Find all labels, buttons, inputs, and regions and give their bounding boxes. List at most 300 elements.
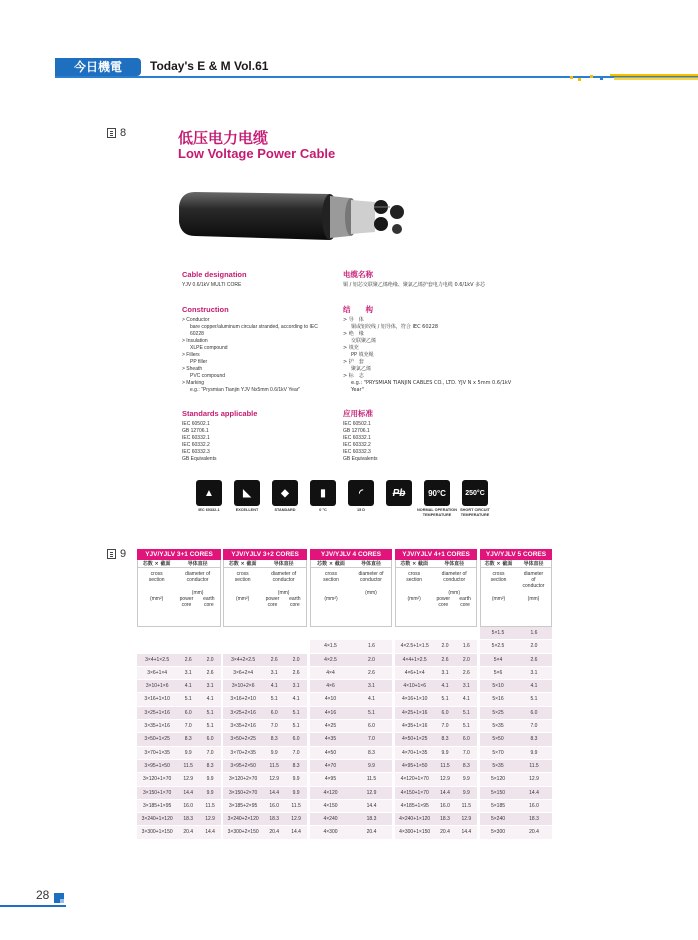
cell-section: 3×300+2×150 (227, 829, 259, 836)
cell-diameter-earth: 14.4 (291, 829, 301, 836)
cell-section: 4×16 (324, 709, 337, 716)
cell-diameter-earth: 12.9 (461, 816, 472, 823)
table-row (137, 680, 221, 693)
cell-diameter-power: 4.1 (184, 683, 192, 690)
table-row (480, 760, 552, 773)
cell-section: 5×300 (490, 829, 506, 836)
cell-diameter-power: 2.6 (270, 656, 278, 663)
table-header (223, 560, 307, 627)
cell-section: 3×25+2×16 (230, 709, 256, 716)
cell-diameter-earth: 3.1 (292, 683, 300, 690)
table-row (310, 733, 392, 746)
cell-section: 4×25+1×16 (401, 709, 428, 716)
header-cell: (mm) (527, 596, 540, 602)
cell-diameter-power: 18.3 (183, 816, 194, 823)
table-row (480, 693, 552, 706)
construction-line-cn: e.g.: "PRYSMIAN TIANJIN CABLES CO., LTD. YJV N x 5mm 0.6/1kV Year" (351, 380, 512, 393)
cell-diameter-power: 2.6 (530, 656, 538, 663)
cell-diameter-power: 3.1 (530, 669, 538, 676)
standard-item-cn: IEC 60332.3 (343, 449, 371, 455)
table-row (480, 800, 552, 813)
table-row (395, 747, 477, 760)
header-col-diameter (175, 560, 220, 609)
table-row (137, 693, 221, 706)
mechanical-impact-icon: ◆ STANDARD (271, 480, 299, 513)
construction-line-cn: PP 填充绳 (351, 352, 374, 358)
header-cell: 导体直径 (175, 561, 220, 568)
cell-diameter-power: 9.9 (270, 749, 278, 756)
cell-section: 4×6 (326, 683, 335, 690)
cell-diameter-earth: 5.1 (462, 709, 470, 716)
header-decoration (570, 72, 698, 82)
cell-section: 5×120 (490, 776, 506, 783)
designation-heading-cn: 电缆名称 (343, 270, 373, 279)
cell-section: 4×95 (324, 776, 337, 783)
header-col-diameter (351, 560, 391, 603)
cell-diameter-power: 3.1 (368, 683, 375, 690)
table-row (395, 813, 477, 826)
cell-diameter-earth: 9.9 (206, 776, 214, 783)
cell-diameter-earth: 8.3 (292, 762, 300, 769)
table-row (480, 667, 552, 680)
cell-diameter-power: 12.9 (183, 776, 194, 783)
table-caption: YJV/YJLV 4 CORES (310, 549, 392, 560)
cell-diameter-earth: 9.9 (462, 789, 470, 796)
cell-diameter-power: 9.9 (530, 749, 538, 756)
construction-line-cn: 聚氯乙烯 (351, 366, 372, 372)
table-row (137, 667, 221, 680)
size-table (137, 549, 221, 840)
cell-diameter-power: 3.1 (441, 669, 449, 676)
cell-diameter-power: 11.5 (366, 776, 377, 783)
cell-section: 3×6+1×4 (147, 669, 168, 676)
cell-section: 3×95+1×50 (144, 762, 170, 769)
table-row (480, 680, 552, 693)
table-row (310, 773, 392, 786)
cell-diameter-power: 12.9 (269, 776, 280, 783)
table-row (223, 733, 307, 746)
header-cell: cross section (490, 571, 507, 583)
table-caption: YJV/YJLV 4+1 CORES (395, 549, 477, 560)
standards-en (182, 409, 302, 463)
header-cell: power core (179, 596, 194, 608)
table-row (223, 760, 307, 773)
cell-diameter-power: 8.3 (530, 736, 538, 743)
table-row (310, 720, 392, 733)
size-table (310, 549, 392, 840)
header-col-diameter (432, 560, 476, 609)
cell-diameter-earth: 8.3 (206, 762, 214, 769)
table-row (137, 773, 221, 786)
cell-diameter-power: 7.0 (368, 736, 375, 743)
cell-diameter-power: 8.3 (368, 749, 375, 756)
cell-diameter-earth: 9.9 (292, 789, 300, 796)
cell-diameter-power: 20.4 (440, 829, 450, 836)
standard-item: IEC 60332.3 (182, 449, 210, 455)
cell-diameter-earth: 4.1 (462, 696, 470, 703)
header-cell: (mm) (448, 590, 461, 596)
cell-diameter-power: 18.3 (269, 816, 280, 823)
cell-section: 4×120 (323, 789, 338, 796)
table-caption: YJV/YJLV 3+2 CORES (223, 549, 307, 560)
cell-diameter-earth: 14.4 (205, 829, 215, 836)
cell-diameter-power: 20.4 (366, 829, 377, 836)
short-circuit-temperature-icon: 250°C SHORT CIRCUIT TEMPERATURE (461, 480, 489, 518)
cell-section: 5×240 (490, 816, 506, 823)
construction-line: > Conductor (182, 317, 210, 323)
standard-item-cn: GB Equivalents (343, 456, 378, 462)
cell-diameter-power: 2.6 (368, 669, 375, 676)
table-row (395, 733, 477, 746)
table-body (480, 627, 552, 840)
table-row (223, 813, 307, 826)
cell-diameter-power: 3.1 (270, 669, 278, 676)
cell-section: 3×240+2×120 (227, 816, 259, 823)
table-row (223, 787, 307, 800)
cell-section: 4×300 (323, 829, 338, 836)
cell-section: 3×4+2×2.5 (231, 656, 256, 663)
cell-section: 3×70+2×35 (230, 749, 256, 756)
operation-temperature-icon: 90°C NORMAL OPERATION TEMPERATURE (423, 480, 451, 518)
header-cell: 芯数 × 截面 (396, 561, 432, 568)
table-header (310, 560, 392, 627)
table-row (480, 707, 552, 720)
cell-section: 4×10+1×6 (403, 683, 427, 690)
cell-diameter-power: 18.3 (440, 816, 450, 823)
cell-diameter-power: 16.0 (529, 802, 539, 809)
header-cell: diameter of conductor (358, 571, 384, 583)
standards-cn (343, 409, 463, 463)
cell-diameter-power: 12.9 (366, 789, 377, 796)
cell-section: 4×2.5+1×1.5 (400, 643, 429, 650)
header-col-section (311, 560, 351, 603)
table-row (395, 707, 477, 720)
cell-diameter-earth: 5.1 (292, 709, 300, 716)
cell-diameter-power: 2.6 (184, 656, 192, 663)
header-cell: (mm) (191, 590, 204, 596)
table-row (223, 654, 307, 667)
table-row (395, 693, 477, 706)
cell-section: 3×4+1×2.5 (145, 656, 170, 663)
construction-line-cn: 交联聚乙烯 (351, 338, 377, 344)
cell-section: 3×50+1×25 (144, 736, 170, 743)
cell-section: 4×4+1×2.5 (402, 656, 427, 663)
construction-line: > Sheath (182, 366, 203, 372)
designation-en (182, 270, 322, 289)
header-cell: 芯数 × 截面 (311, 561, 351, 568)
table-row (223, 773, 307, 786)
cell-diameter-power: 2.0 (441, 643, 449, 650)
cell-diameter-power: 20.4 (183, 829, 194, 836)
designation-heading: Cable designation (182, 270, 247, 279)
standard-item: IEC 60502.1 (182, 421, 210, 427)
table-row (480, 813, 552, 826)
cell-diameter-earth: 6.0 (292, 736, 300, 743)
page-number: 28 (36, 888, 50, 902)
standard-item-cn: IEC 60332.2 (343, 442, 371, 448)
product-title-en: Low Voltage Power Cable (178, 146, 336, 161)
cell-section: 3×150+1×70 (143, 789, 172, 796)
cell-diameter-power: 14.4 (529, 789, 539, 796)
header-cell: 导体直径 (261, 561, 306, 568)
table-row (223, 826, 307, 839)
cell-section: 4×150 (323, 802, 338, 809)
header-col-section (481, 560, 516, 603)
cell-diameter-power: 20.4 (529, 829, 539, 836)
cell-section: 3×95+2×50 (230, 762, 256, 769)
cell-section: 5×35 (492, 762, 504, 769)
cell-diameter-earth: 2.0 (206, 656, 214, 663)
construction-line: e.g.: "Prysmian Tianjin YJV Nx5mm 0.6/1kV Year" (190, 387, 301, 393)
header-cell: diameter of conductor (522, 571, 545, 589)
cell-section: 3×10+1×6 (145, 683, 169, 690)
cell-diameter-earth: 5.1 (206, 723, 214, 730)
standard-item: GB Equivalents (182, 456, 217, 462)
cell-diameter-earth: 7.0 (292, 749, 300, 756)
header-cell: diameter of conductor (185, 571, 211, 583)
cell-section: 4×120+1×70 (400, 776, 429, 783)
table-row (137, 787, 221, 800)
standard-item: IEC 60332.1 (182, 435, 210, 441)
cell-section: 4×35+1×16 (401, 723, 428, 730)
cell-diameter-earth: 9.9 (206, 789, 214, 796)
header-cell: (mm) (365, 590, 377, 596)
cell-diameter-earth: 3.1 (462, 683, 470, 690)
table-row (395, 800, 477, 813)
cell-diameter-power: 20.4 (269, 829, 280, 836)
cell-diameter-power: 9.9 (368, 762, 375, 769)
construction-line-cn: > 导 体 (343, 317, 364, 323)
header-cell: earth core (289, 596, 301, 608)
cell-diameter-earth: 12.9 (205, 816, 215, 823)
cell-section: 4×10 (324, 696, 337, 703)
construction-line: bare copper/aluminum circular stranded, according to IEC 60228 (190, 324, 318, 337)
table-row (480, 627, 552, 640)
cell-diameter-earth: 7.0 (206, 749, 214, 756)
table-row (137, 707, 221, 720)
cell-diameter-power: 12.9 (529, 776, 539, 783)
construction-line: XLPE compound (190, 345, 228, 351)
cell-section: 3×50+2×25 (230, 736, 256, 743)
cell-section: 4×70+1×35 (401, 749, 428, 756)
table-row (310, 787, 392, 800)
header-cell: cross section (323, 571, 339, 583)
header-cell: (mm) (277, 590, 290, 596)
table-row (480, 720, 552, 733)
cell-section: 5×35 (492, 723, 504, 730)
cell-section: 4×50+1×25 (401, 736, 428, 743)
cell-diameter-earth: 2.6 (206, 669, 214, 676)
cell-section: 3×35+1×16 (144, 723, 170, 730)
cell-section: 3×6+2×4 (233, 669, 254, 676)
construction-line-cn: > 填充 (343, 345, 359, 351)
cell-diameter-power: 1.6 (368, 643, 375, 650)
table-row (310, 667, 392, 680)
table-row (223, 800, 307, 813)
construction-heading-cn: 结 构 (343, 305, 373, 314)
cell-diameter-earth: 2.0 (292, 656, 300, 663)
section-marker-icon (107, 128, 116, 138)
table-body (223, 627, 307, 840)
cell-diameter-earth: 9.9 (462, 776, 470, 783)
lead-free-icon: Pb (385, 480, 413, 508)
table-header (395, 560, 477, 627)
table-row (480, 640, 552, 653)
cell-diameter-power: 3.1 (184, 669, 192, 676)
cell-diameter-power: 16.0 (440, 802, 450, 809)
table-row (395, 787, 477, 800)
table-row (395, 760, 477, 773)
cell-section: 3×300+1×150 (141, 829, 173, 836)
cell-diameter-earth: 6.0 (206, 736, 214, 743)
cell-diameter-earth: 2.0 (462, 656, 470, 663)
product-title-cn: 低压电力电缆 (178, 129, 269, 147)
header-col-section (138, 560, 175, 609)
table-row (137, 760, 221, 773)
standard-item: IEC 60332.2 (182, 442, 210, 448)
cell-section: 5×50 (492, 736, 504, 743)
cell-diameter-power: 5.1 (441, 696, 449, 703)
cell-section: 3×185+2×95 (229, 802, 258, 809)
cell-diameter-power: 16.0 (183, 802, 194, 809)
header-cell: 芯数 × 截面 (138, 561, 175, 568)
header-col-section (396, 560, 432, 609)
cell-diameter-power: 5.1 (184, 696, 192, 703)
cell-section: 3×150+2×70 (229, 789, 258, 796)
cell-diameter-power: 4.1 (441, 683, 449, 690)
header-cell: (mm²) (149, 596, 164, 602)
cell-diameter-power: 6.0 (368, 723, 375, 730)
table-row (395, 640, 477, 653)
cell-section: 3×70+1×35 (144, 749, 170, 756)
header-cell: cross section (148, 571, 165, 583)
cell-section: 5×6 (493, 669, 503, 676)
footer-rule (0, 905, 66, 907)
construction-en (182, 305, 332, 394)
cell-diameter-earth: 4.1 (292, 696, 300, 703)
table-row (395, 720, 477, 733)
cable-photo (175, 182, 425, 252)
construction-line: PP filler (190, 359, 208, 365)
header-cell: 芯数 × 截面 (224, 561, 261, 568)
cell-diameter-power: 14.4 (183, 789, 194, 796)
cell-section: 5×150 (490, 789, 506, 796)
designation-text-cn: 铜 / 铝芯交联聚乙烯绝缘、聚氯乙烯护套电力电缆 0.6/1kV 多芯 (343, 282, 486, 288)
cell-diameter-power: 14.4 (440, 789, 450, 796)
table-row (310, 813, 392, 826)
header-cell: (mm²) (235, 596, 250, 602)
cell-diameter-power: 7.0 (441, 723, 449, 730)
table-row-empty (310, 627, 392, 640)
header-cell: 导体直径 (351, 561, 391, 568)
table-row (137, 733, 221, 746)
header-cell: power core (436, 596, 451, 608)
magazine-title: Today's E & M Vol.61 (150, 59, 269, 73)
cell-diameter-power: 12.9 (440, 776, 450, 783)
table-body (310, 627, 392, 840)
cell-section: 3×10+2×6 (231, 683, 255, 690)
table-row (310, 747, 392, 760)
cell-diameter-earth: 5.1 (462, 723, 470, 730)
table-row (310, 826, 392, 839)
header-cell: diameter of conductor (441, 571, 467, 583)
cell-diameter-power: 14.4 (269, 789, 280, 796)
header-cell: cross section (234, 571, 251, 583)
table-row-empty (395, 627, 477, 640)
cell-section: 4×2.5 (324, 656, 337, 663)
cell-diameter-earth: 11.5 (205, 802, 215, 809)
table-row-empty (223, 640, 307, 653)
table-caption: YJV/YJLV 3+1 CORES (137, 549, 221, 560)
table-row (480, 747, 552, 760)
cell-diameter-power: 5.1 (368, 709, 375, 716)
cell-section: 4×1.5 (324, 643, 337, 650)
cell-diameter-power: 6.0 (530, 709, 538, 716)
table-body (137, 627, 221, 840)
table-row (395, 680, 477, 693)
table-row (137, 654, 221, 667)
table-row (310, 680, 392, 693)
cell-section: 5×16 (492, 696, 504, 703)
footer-decoration (54, 893, 64, 903)
header-cell: power core (265, 596, 280, 608)
cell-diameter-power: 11.5 (183, 762, 193, 769)
flame-retardant-icon: ▲ IEC 60332-1 (195, 480, 223, 513)
header-cell: earth core (203, 596, 215, 608)
magazine-tab: 今日機電 (55, 58, 141, 76)
cell-diameter-power: 2.0 (368, 656, 375, 663)
cell-diameter-power: 7.0 (530, 723, 538, 730)
cell-section: 4×95+1×50 (401, 762, 428, 769)
cell-section: 5×185 (490, 802, 506, 809)
construction-line-cn: 铜或铝绞线 / 铝导体，符合 IEC 60228 (351, 324, 439, 330)
cell-diameter-earth: 14.4 (461, 829, 472, 836)
cell-diameter-power: 6.0 (184, 709, 192, 716)
cell-section: 4×70 (324, 762, 337, 769)
cell-diameter-power: 6.0 (441, 709, 449, 716)
cell-section: 3×16+1×10 (144, 696, 170, 703)
table-row (480, 787, 552, 800)
cell-diameter-power: 1.6 (530, 630, 538, 636)
table-row (223, 720, 307, 733)
cell-diameter-power: 5.1 (530, 696, 538, 703)
cell-section: 4×25 (324, 723, 337, 730)
construction-line-cn: > 护 套 (343, 359, 364, 365)
cell-diameter-power: 11.5 (529, 762, 539, 769)
standard-item-cn: GB 12706.1 (343, 428, 370, 434)
table-row (137, 813, 221, 826)
construction-line-cn: > 标 志 (343, 373, 364, 379)
cell-diameter-power: 4.1 (368, 696, 375, 703)
table-row (137, 720, 221, 733)
cell-diameter-earth: 5.1 (206, 709, 214, 716)
cell-section: 4×240+1×120 (399, 816, 431, 823)
table-row-empty (137, 640, 221, 653)
cell-diameter-power: 14.4 (366, 802, 377, 809)
min-temperature-icon: ▮ 0 °C (309, 480, 337, 513)
standard-item-cn: IEC 60502.1 (343, 421, 371, 427)
table-row-empty (223, 627, 307, 640)
cell-diameter-power: 2.0 (530, 643, 538, 650)
designation-text: YJV 0.6/1kV MULTI CORE (182, 282, 242, 288)
header-cell: (mm²) (324, 596, 338, 602)
header-col-diameter (516, 560, 551, 603)
cell-section: 3×120+2×70 (229, 776, 258, 783)
table-row (223, 747, 307, 760)
table-row (480, 654, 552, 667)
cell-section: 4×240 (323, 816, 338, 823)
table-row (310, 760, 392, 773)
